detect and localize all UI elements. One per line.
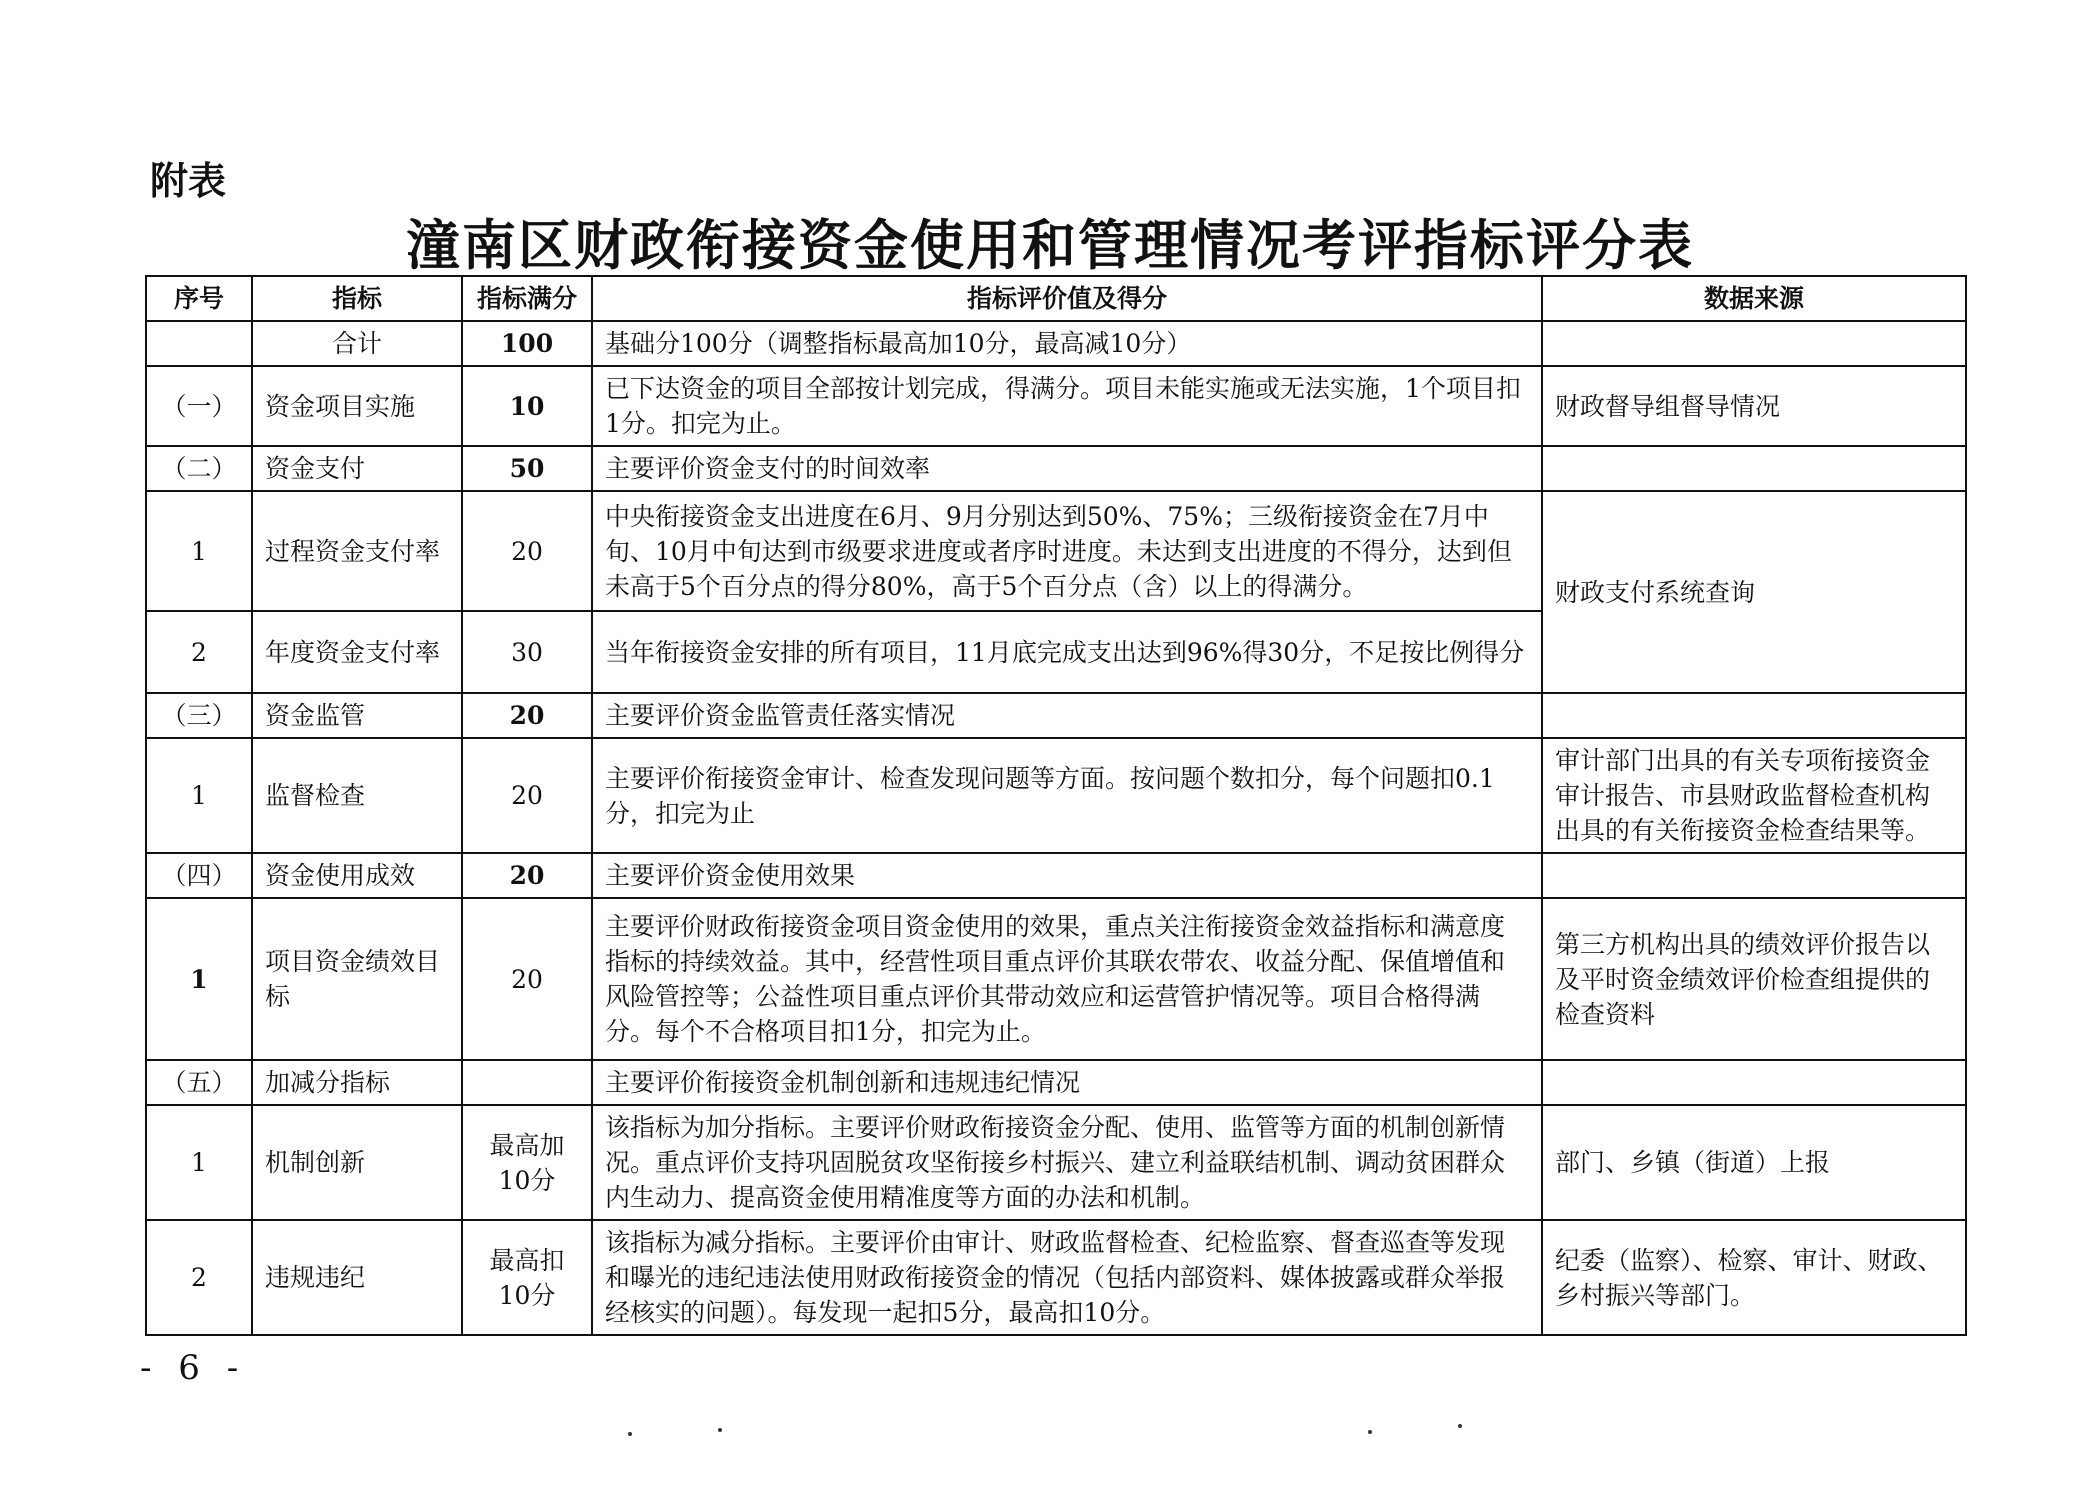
cell-indicator: 资金支付 [252,446,462,491]
cell-source: 财政督导组督导情况 [1542,366,1966,446]
cell-indicator: 资金使用成效 [252,853,462,898]
table-row [146,446,1966,491]
document-title: 潼南区财政衔接资金使用和管理情况考评指标评分表 [406,213,1694,277]
table-row [146,321,1966,366]
table-row [146,853,1966,898]
cell-desc: 主要评价衔接资金审计、检查发现问题等方面。按问题个数扣分，每个问题扣0.1分，扣完为止 [592,738,1542,853]
page-number: - 6 - [140,1348,247,1388]
cell-source: 财政支付系统查询 [1542,491,1966,693]
cell-desc: 该指标为减分指标。主要评价由审计、财政监督检查、纪检监察、督查巡查等发现和曝光的违纪违法使用财政衔接资金的情况（包括内部资料、媒体披露或群众举报经核实的问题）。每发现一起扣5分，最高扣10分。 [592,1220,1542,1335]
cell-score: 最高扣10分 [462,1220,592,1335]
cell-score: 20 [462,693,592,738]
table-row [146,1105,1966,1220]
cell-score: 30 [462,611,592,693]
cell-seq: （五） [146,1060,252,1105]
cell-score: 100 [462,321,592,366]
cell-source: 第三方机构出具的绩效评价报告以及平时资金绩效评价检查组提供的检查资料 [1542,898,1966,1060]
cell-desc: 主要评价资金监管责任落实情况 [592,693,1542,738]
scan-speck [1458,1424,1462,1428]
cell-seq: （二） [146,446,252,491]
cell-source [1542,693,1966,738]
cell-source: 部门、乡镇（街道）上报 [1542,1105,1966,1220]
cell-score: 10 [462,366,592,446]
cell-desc: 主要评价财政衔接资金项目资金使用的效果，重点关注衔接资金效益指标和满意度指标的持续效益。其中，经营性项目重点评价其联农带农、收益分配、保值增值和风险管控等；公益性项目重点评价其带动效应和运营管护情况等。项目合格得满分。每个不合格项目扣1分，扣完为止。 [592,898,1542,1060]
header-source: 数据来源 [1542,276,1966,321]
table-row [146,1060,1966,1105]
cell-source [1542,1060,1966,1105]
cell-desc: 基础分100分（调整指标最高加10分，最高减10分） [592,321,1542,366]
header-seq: 序号 [146,276,252,321]
cell-source: 纪委（监察）、检察、审计、财政、乡村振兴等部门。 [1542,1220,1966,1335]
cell-desc: 当年衔接资金安排的所有项目，11月底完成支出达到96%得30分，不足按比例得分 [592,611,1542,693]
cell-source [1542,446,1966,491]
table-row [146,1220,1966,1335]
cell-indicator: 资金项目实施 [252,366,462,446]
scoring-table [145,275,1967,1336]
cell-source [1542,853,1966,898]
cell-source [1542,321,1966,366]
cell-desc: 主要评价资金使用效果 [592,853,1542,898]
cell-seq: （四） [146,853,252,898]
cell-source: 审计部门出具的有关专项衔接资金审计报告、市县财政监督检查机构出具的有关衔接资金检查结果等。 [1542,738,1966,853]
cell-indicator: 过程资金支付率 [252,491,462,611]
cell-indicator: 年度资金支付率 [252,611,462,693]
cell-indicator: 资金监管 [252,693,462,738]
cell-score: 20 [462,853,592,898]
scan-speck [1368,1430,1372,1434]
cell-seq: 1 [146,738,252,853]
cell-seq: （三） [146,693,252,738]
cell-indicator: 合计 [252,321,462,366]
scan-speck [628,1432,632,1436]
cell-desc: 中央衔接资金支出进度在6月、9月分别达到50%、75%；三级衔接资金在7月中旬、10月中旬达到市级要求进度或者序时进度。未达到支出进度的不得分，达到但未高于5个百分点的得分80%，高于5个百分点（含）以上的得满分。 [592,491,1542,611]
cell-seq [146,321,252,366]
cell-indicator: 项目资金绩效目标 [252,898,462,1060]
header-desc: 指标评价值及得分 [592,276,1542,321]
cell-desc: 主要评价资金支付的时间效率 [592,446,1542,491]
cell-seq: 1 [146,898,252,1060]
table-row [146,366,1966,446]
cell-indicator: 机制创新 [252,1105,462,1220]
cell-seq: 1 [146,1105,252,1220]
cell-seq: 2 [146,1220,252,1335]
cell-indicator: 违规违纪 [252,1220,462,1335]
scan-speck [718,1428,722,1432]
cell-score [462,1060,592,1105]
cell-score: 20 [462,898,592,1060]
cell-score: 20 [462,491,592,611]
cell-desc: 已下达资金的项目全部按计划完成，得满分。项目未能实施或无法实施，1个项目扣1分。扣完为止。 [592,366,1542,446]
cell-seq: （一） [146,366,252,446]
cell-indicator: 监督检查 [252,738,462,853]
table-row [146,491,1966,611]
cell-desc: 该指标为加分指标。主要评价财政衔接资金分配、使用、监管等方面的机制创新情况。重点评价支持巩固脱贫攻坚衔接乡村振兴、建立利益联结机制、调动贫困群众内生动力、提高资金使用精准度等方面的办法和机制。 [592,1105,1542,1220]
cell-seq: 1 [146,491,252,611]
cell-desc: 主要评价衔接资金机制创新和违规违纪情况 [592,1060,1542,1105]
table-row [146,693,1966,738]
header-score: 指标满分 [462,276,592,321]
cell-score: 20 [462,738,592,853]
appendix-label: 附表 [150,159,227,203]
header-indicator: 指标 [252,276,462,321]
cell-score: 最高加10分 [462,1105,592,1220]
cell-score: 50 [462,446,592,491]
cell-seq: 2 [146,611,252,693]
table-row [146,738,1966,853]
table-row [146,898,1966,1060]
table-header-row [146,276,1966,321]
cell-indicator: 加减分指标 [252,1060,462,1105]
